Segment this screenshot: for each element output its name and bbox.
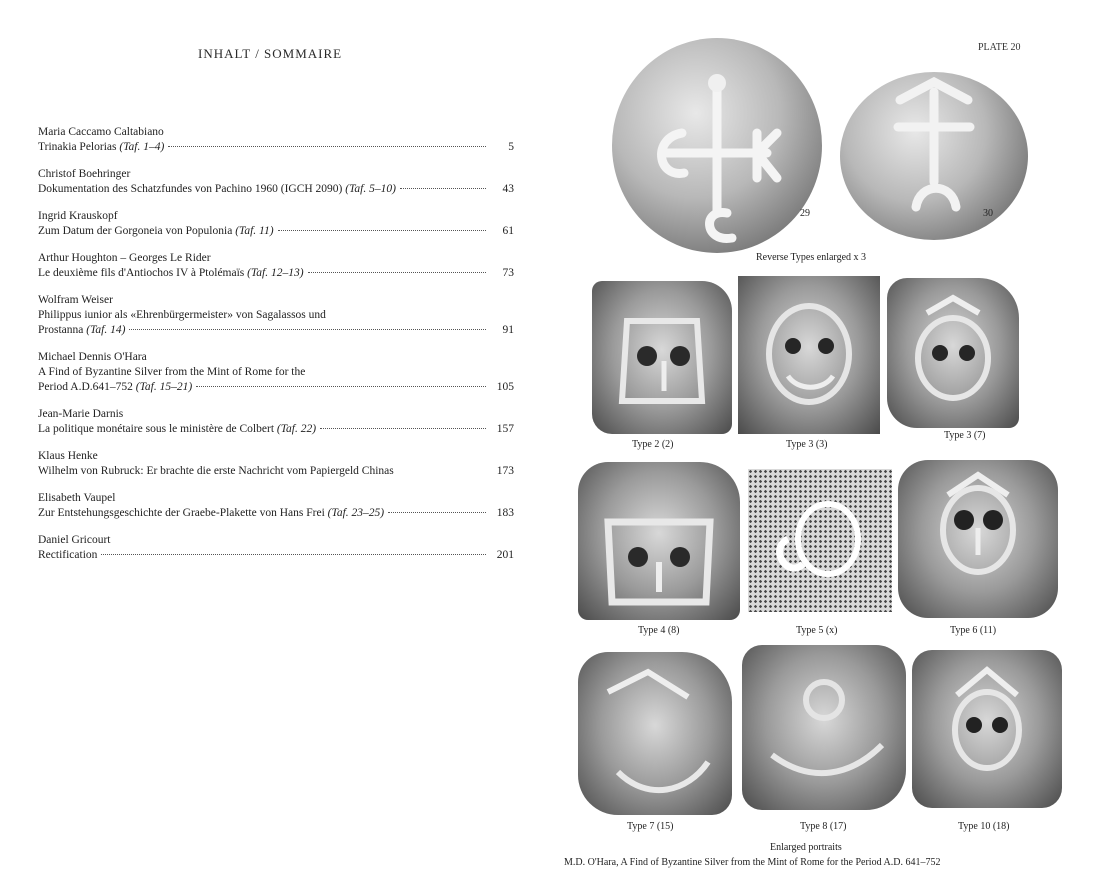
portrait-face-icon xyxy=(578,652,732,815)
toc-leader-dots xyxy=(168,146,486,147)
toc-page-number: 173 xyxy=(496,465,514,477)
toc-plates: (Taf. 12–13) xyxy=(247,267,304,279)
portrait-caption: Type 6 (11) xyxy=(950,625,997,636)
portrait-type-3 xyxy=(738,276,880,434)
toc-author: Wolfram Weiser xyxy=(38,294,113,306)
toc-title-text: Prostanna xyxy=(38,324,84,336)
toc-entry xyxy=(38,125,514,155)
table-of-contents xyxy=(38,125,514,575)
toc-line xyxy=(38,266,514,281)
toc-entry xyxy=(38,167,514,197)
plate-footer-caption: M.D. O'Hara, A Find of Byzantine Silver from the Mint of Rome for the Period A.D. 641–752 xyxy=(564,857,941,868)
portrait-caption: Type 8 (17) xyxy=(800,821,847,832)
toc-entry xyxy=(38,209,514,239)
toc-entry xyxy=(38,449,514,479)
toc-title-text: Trinakia Pelorias xyxy=(38,141,117,153)
portrait-caption: Type 10 (18) xyxy=(958,821,1010,832)
toc-plates: (Taf. 22) xyxy=(276,423,317,435)
toc-entry xyxy=(38,407,514,437)
portrait-type-8 xyxy=(742,645,906,810)
toc-line xyxy=(38,464,514,479)
cross-monogram-icon xyxy=(612,38,822,253)
reverse-types-caption: Reverse Types enlarged x 3 xyxy=(756,252,867,263)
portrait-face-icon xyxy=(578,462,740,620)
toc-line xyxy=(38,140,514,155)
portrait-type-5 xyxy=(748,469,892,612)
toc-author: Daniel Gricourt xyxy=(38,534,111,546)
portrait-caption: Type 7 (15) xyxy=(627,821,674,832)
toc-title-text: Rectification xyxy=(38,549,98,561)
portrait-face-icon xyxy=(738,276,880,434)
toc-line xyxy=(38,365,514,380)
portrait-face-icon xyxy=(898,460,1058,618)
toc-plates: (Taf. 14) xyxy=(86,324,126,336)
toc-line xyxy=(38,182,514,197)
toc-title: INHALT / SOMMAIRE xyxy=(198,46,343,61)
toc-entry xyxy=(38,533,514,563)
portrait-caption: Type 3 (3) xyxy=(786,439,828,450)
toc-line xyxy=(38,548,514,563)
toc-title-text: La politique monétaire sous le ministère de Colbert xyxy=(38,423,275,435)
coin-number: 29 xyxy=(800,208,810,219)
toc-line xyxy=(38,323,514,338)
portrait-face-icon xyxy=(912,650,1062,808)
portrait-type-10 xyxy=(912,650,1062,808)
toc-author: Christof Boehringer xyxy=(38,168,131,180)
toc-title-text: A Find of Byzantine Silver from the Mint of Rome for the xyxy=(38,366,306,378)
portrait-face-icon xyxy=(742,645,906,810)
toc-leader-dots xyxy=(320,428,486,429)
toc-line xyxy=(38,422,514,437)
portrait-type-4 xyxy=(578,462,740,620)
portrait-caption: Type 2 (2) xyxy=(632,439,674,450)
plate-label: PLATE 20 xyxy=(978,42,1021,53)
toc-entry xyxy=(38,293,514,338)
portrait-type-6 xyxy=(898,460,1058,618)
toc-leader-dots xyxy=(278,230,486,231)
toc-plates: (Taf. 15–21) xyxy=(135,381,193,393)
toc-author: Michael Dennis O'Hara xyxy=(38,351,147,363)
toc-leader-dots xyxy=(129,329,486,330)
toc-line xyxy=(38,224,514,239)
toc-page-number: 201 xyxy=(496,549,514,561)
portrait-face-icon xyxy=(887,278,1019,428)
toc-author: Maria Caccamo Caltabiano xyxy=(38,126,164,138)
toc-plates: (Taf. 11) xyxy=(235,225,274,237)
coin-29-image xyxy=(612,38,822,253)
toc-page-number: 73 xyxy=(502,267,514,279)
toc-plates: (Taf. 5–10) xyxy=(345,183,396,195)
coin-number: 30 xyxy=(983,208,993,219)
toc-line xyxy=(38,380,514,395)
toc-entry xyxy=(38,350,514,395)
toc-title-text: Period A.D.641–752 xyxy=(38,381,133,393)
cross-potent-icon xyxy=(840,72,1028,240)
toc-title-text: Zur Entstehungsgeschichte der Graebe-Plakette von Hans Frei xyxy=(38,507,325,519)
toc-page-number: 91 xyxy=(502,324,514,336)
toc-line xyxy=(38,506,514,521)
portrait-type-7 xyxy=(578,652,732,815)
toc-page-number: 183 xyxy=(496,507,514,519)
toc-plates: (Taf. 23–25) xyxy=(327,507,385,519)
toc-leader-dots xyxy=(196,386,486,387)
toc-author: Arthur Houghton – Georges Le Rider xyxy=(38,252,211,264)
toc-page-number: 43 xyxy=(502,183,514,195)
portrait-type-3-variant xyxy=(887,278,1019,428)
portrait-caption: Type 4 (8) xyxy=(638,625,680,636)
portrait-caption: Type 5 (x) xyxy=(796,625,838,636)
toc-title-text: Zum Datum der Gorgoneia von Populonia xyxy=(38,225,233,237)
toc-leader-dots xyxy=(388,512,486,513)
portrait-face-icon xyxy=(748,469,892,612)
toc-plates: (Taf. 1–4) xyxy=(119,141,165,153)
portrait-face-icon xyxy=(592,281,732,434)
toc-leader-dots xyxy=(400,188,486,189)
coin-30-image xyxy=(840,72,1028,240)
toc-entry xyxy=(38,491,514,521)
toc-title-text: Wilhelm von Rubruck: Er brachte die erste Nachricht vom Papiergeld Chinas xyxy=(38,465,394,477)
toc-page-number: 61 xyxy=(502,225,514,237)
toc-author: Klaus Henke xyxy=(38,450,98,462)
toc-author: Jean-Marie Darnis xyxy=(38,408,124,420)
toc-page-number: 5 xyxy=(508,141,514,153)
toc-entry xyxy=(38,251,514,281)
enlarged-portraits-caption: Enlarged portraits xyxy=(770,842,842,853)
toc-leader-dots xyxy=(308,272,486,273)
portrait-type-2 xyxy=(592,281,732,434)
toc-page-number: 157 xyxy=(496,423,514,435)
portrait-caption: Type 3 (7) xyxy=(944,430,986,441)
toc-line xyxy=(38,308,514,323)
toc-leader-dots xyxy=(101,554,486,555)
toc-page-number: 105 xyxy=(496,381,514,393)
toc-author: Ingrid Krauskopf xyxy=(38,210,118,222)
toc-title-text: Dokumentation des Schatzfundes von Pachino 1960 (IGCH 2090) xyxy=(38,183,343,195)
toc-title-text: Philippus iunior als «Ehrenbürgermeister» von Sagalassos und xyxy=(38,309,326,321)
toc-author: Elisabeth Vaupel xyxy=(38,492,116,504)
toc-title-text: Le deuxième fils d'Antiochos IV à Ptolémaïs xyxy=(38,267,245,279)
